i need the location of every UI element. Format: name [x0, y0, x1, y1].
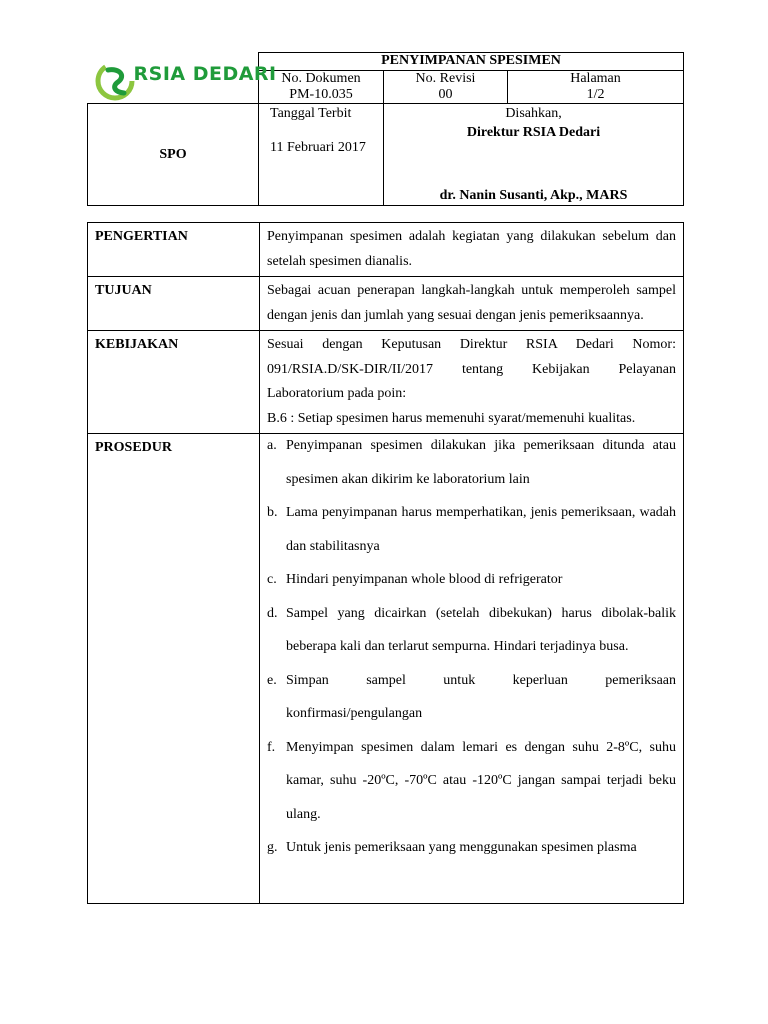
kebijakan-point: B.6 : Setiap spesimen harus memenuhi syarat/memenuhi kualitas. — [267, 410, 636, 426]
list-item-text: Menyimpan spesimen dalam lemari es dengan suhu 2-8ºC, suhu kamar, suhu -20ºC, -70ºC atau -120ºC jangan sampai terjadi beku ulang. — [286, 739, 676, 822]
prosedur-item-b — [267, 496, 676, 563]
prosedur-item-e — [267, 664, 676, 731]
kebijakan-label: KEBIJAKAN — [88, 331, 260, 434]
pengertian-label: PENGERTIAN — [88, 223, 260, 277]
kebijakan-text: Sesuai dengan Keputusan Direktur RSIA Dedari Nomor: 091/RSIA.D/SK-DIR/II/2017 tentang Kebijakan Pelayanan Laboratorium pada poin: — [267, 337, 676, 401]
list-marker: a. — [267, 438, 277, 453]
spo-cell: SPO — [88, 104, 259, 206]
list-marker: b. — [267, 505, 278, 520]
approver-title: Direktur RSIA Dedari — [466, 125, 601, 140]
logo-text: RSIA DEDARI — [133, 62, 277, 85]
issue-date-cell — [259, 104, 384, 206]
pengertian-text: Penyimpanan spesimen adalah kegiatan yang dilakukan sebelum dan setelah spesimen dianalis. — [260, 223, 684, 277]
list-item-text: Penyimpanan spesimen dilakukan jika pemeriksaan ditunda atau spesimen akan dikirim ke laboratorium lain — [286, 438, 676, 487]
issue-date-label: Tanggal Terbit — [270, 106, 352, 121]
list-marker: f. — [267, 739, 276, 755]
list-item-text: Untuk jenis pemeriksaan yang menggunakan spesimen plasma — [286, 840, 637, 855]
procedure-content-table — [87, 222, 684, 904]
approval-label: Disahkan, — [505, 106, 562, 121]
revision-value: 00 — [438, 87, 453, 102]
prosedur-item-d — [267, 597, 676, 664]
row-prosedur — [88, 434, 684, 904]
page-value: 1/2 — [586, 87, 605, 102]
list-marker: d. — [267, 605, 278, 621]
prosedur-item-a — [267, 429, 676, 496]
list-marker: e. — [267, 672, 277, 688]
row-kebijakan — [88, 331, 684, 434]
tujuan-text: Sebagai acuan penerapan langkah-langkah untuk memperoleh sampel dengan jenis dan jumlah yang sesuai dengan jenis pemeriksaannya. — [260, 277, 684, 331]
doc-number-cell — [259, 71, 384, 104]
list-item-text: Sampel yang dicairkan (setelah dibekukan) harus dibolak-balik beberapa kali dan terlarut sempurna. Hindari terjadinya busa. — [286, 605, 676, 654]
list-marker: g. — [267, 840, 278, 855]
prosedur-label: PROSEDUR — [88, 434, 260, 904]
list-item-text: Lama penyimpanan harus memperhatikan, jenis pemeriksaan, wadah dan stabilitasnya — [286, 505, 676, 554]
list-marker: c. — [267, 572, 277, 587]
prosedur-item-g — [267, 831, 676, 865]
list-item-text: Hindari penyimpanan whole blood di refrigerator — [286, 572, 563, 587]
prosedur-item-c — [267, 563, 676, 597]
tujuan-label: TUJUAN — [88, 277, 260, 331]
page-cell — [508, 71, 684, 104]
revision-cell — [384, 71, 508, 104]
doc-number-value: PM-10.035 — [289, 87, 353, 102]
prosedur-item-f — [267, 731, 676, 832]
revision-label: No. Revisi — [415, 71, 476, 86]
rsia-dedari-logo — [94, 58, 277, 104]
issue-date-value: 11 Februari 2017 — [270, 140, 366, 155]
logo-cell — [88, 53, 277, 104]
prosedur-list — [267, 429, 676, 865]
page-label: Halaman — [570, 71, 621, 86]
document-header-table — [87, 52, 684, 206]
approval-cell — [384, 104, 684, 206]
prosedur-cell — [260, 434, 684, 904]
row-pengertian — [88, 223, 684, 277]
row-tujuan — [88, 277, 684, 331]
kebijakan-cell — [260, 331, 684, 434]
approver-name: dr. Nanin Susanti, Akp., MARS — [439, 188, 628, 203]
list-item-text: Simpan sampel untuk keperluan pemeriksaan konfirmasi/pengulangan — [286, 672, 676, 721]
document-title: PENYIMPANAN SPESIMEN — [259, 53, 684, 71]
doc-number-label: No. Dokumen — [281, 71, 361, 86]
